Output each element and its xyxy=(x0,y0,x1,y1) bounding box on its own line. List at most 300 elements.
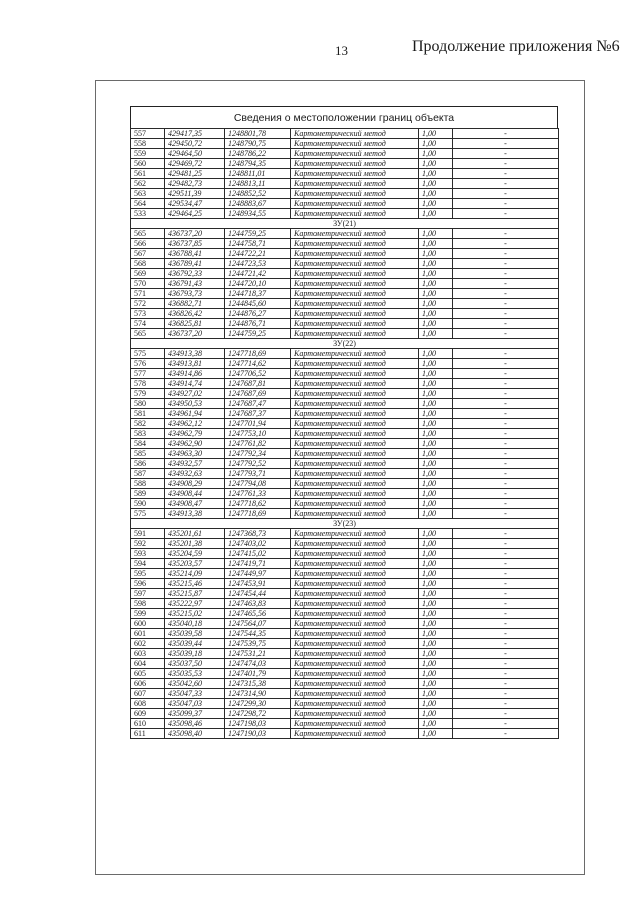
x-coordinate-cell: 429464,25 xyxy=(165,209,225,219)
x-coordinate-cell: 435201,61 xyxy=(165,529,225,539)
x-coordinate-cell: 435214,09 xyxy=(165,569,225,579)
accuracy-cell: 1,00 xyxy=(419,309,453,319)
accuracy-cell: 1,00 xyxy=(419,459,453,469)
y-coordinate-cell: 1244722,21 xyxy=(225,249,291,259)
y-coordinate-cell: 1248813,11 xyxy=(225,179,291,189)
table-row xyxy=(131,579,559,589)
method-cell: Картометрический метод xyxy=(291,489,419,499)
point-number-cell: 593 xyxy=(131,549,165,559)
description-cell: - xyxy=(453,409,559,419)
method-cell: Картометрический метод xyxy=(291,499,419,509)
method-cell: Картометрический метод xyxy=(291,689,419,699)
point-number-cell: 557 xyxy=(131,129,165,139)
accuracy-cell: 1,00 xyxy=(419,409,453,419)
description-cell: - xyxy=(453,399,559,409)
description-cell: - xyxy=(453,169,559,179)
x-coordinate-cell: 434914,86 xyxy=(165,369,225,379)
table-row xyxy=(131,359,559,369)
description-cell: - xyxy=(453,279,559,289)
description-cell: - xyxy=(453,379,559,389)
table-row xyxy=(131,589,559,599)
table-row xyxy=(131,129,559,139)
table-row xyxy=(131,479,559,489)
description-cell: - xyxy=(453,549,559,559)
accuracy-cell: 1,00 xyxy=(419,639,453,649)
table-row xyxy=(131,509,559,519)
y-coordinate-cell: 1244758,71 xyxy=(225,239,291,249)
table-row xyxy=(131,639,559,649)
description-cell: - xyxy=(453,249,559,259)
point-number-cell: 581 xyxy=(131,409,165,419)
x-coordinate-cell: 434962,79 xyxy=(165,429,225,439)
y-coordinate-cell: 1247718,69 xyxy=(225,509,291,519)
point-number-cell: 563 xyxy=(131,189,165,199)
x-coordinate-cell: 435039,18 xyxy=(165,649,225,659)
accuracy-cell: 1,00 xyxy=(419,689,453,699)
x-coordinate-cell: 436737,20 xyxy=(165,329,225,339)
description-cell: - xyxy=(453,629,559,639)
method-cell: Картометрический метод xyxy=(291,229,419,239)
point-number-cell: 575 xyxy=(131,349,165,359)
x-coordinate-cell: 436788,41 xyxy=(165,249,225,259)
description-cell: - xyxy=(453,479,559,489)
y-coordinate-cell: 1244876,27 xyxy=(225,309,291,319)
y-coordinate-cell: 1247544,35 xyxy=(225,629,291,639)
method-cell: Картометрический метод xyxy=(291,459,419,469)
accuracy-cell: 1,00 xyxy=(419,549,453,559)
point-number-cell: 590 xyxy=(131,499,165,509)
description-cell: - xyxy=(453,309,559,319)
x-coordinate-cell: 429482,73 xyxy=(165,179,225,189)
method-cell: Картометрический метод xyxy=(291,589,419,599)
y-coordinate-cell: 1247463,83 xyxy=(225,599,291,609)
x-coordinate-cell: 435039,44 xyxy=(165,639,225,649)
x-coordinate-cell: 436826,42 xyxy=(165,309,225,319)
table-row xyxy=(131,379,559,389)
description-cell: - xyxy=(453,319,559,329)
accuracy-cell: 1,00 xyxy=(419,289,453,299)
accuracy-cell: 1,00 xyxy=(419,629,453,639)
point-number-cell: 605 xyxy=(131,669,165,679)
x-coordinate-cell: 429450,72 xyxy=(165,139,225,149)
method-cell: Картометрический метод xyxy=(291,359,419,369)
accuracy-cell: 1,00 xyxy=(419,229,453,239)
method-cell: Картометрический метод xyxy=(291,349,419,359)
method-cell: Картометрический метод xyxy=(291,509,419,519)
description-cell: - xyxy=(453,359,559,369)
accuracy-cell: 1,00 xyxy=(419,609,453,619)
point-number-cell: 594 xyxy=(131,559,165,569)
y-coordinate-cell: 1247474,03 xyxy=(225,659,291,669)
point-number-cell: 601 xyxy=(131,629,165,639)
y-coordinate-cell: 1247198,03 xyxy=(225,719,291,729)
table-row xyxy=(131,299,559,309)
table-row xyxy=(131,659,559,669)
table-row xyxy=(131,239,559,249)
accuracy-cell: 1,00 xyxy=(419,279,453,289)
table-row xyxy=(131,179,559,189)
point-number-cell: 560 xyxy=(131,159,165,169)
description-cell: - xyxy=(453,439,559,449)
y-coordinate-cell: 1244718,37 xyxy=(225,289,291,299)
description-cell: - xyxy=(453,719,559,729)
y-coordinate-cell: 1248811,01 xyxy=(225,169,291,179)
table-row xyxy=(131,549,559,559)
x-coordinate-cell: 435042,60 xyxy=(165,679,225,689)
accuracy-cell: 1,00 xyxy=(419,169,453,179)
point-number-cell: 592 xyxy=(131,539,165,549)
y-coordinate-cell: 1247701,94 xyxy=(225,419,291,429)
accuracy-cell: 1,00 xyxy=(419,439,453,449)
x-coordinate-cell: 436793,73 xyxy=(165,289,225,299)
method-cell: Картометрический метод xyxy=(291,129,419,139)
description-cell: - xyxy=(453,229,559,239)
y-coordinate-cell: 1247793,71 xyxy=(225,469,291,479)
accuracy-cell: 1,00 xyxy=(419,209,453,219)
description-cell: - xyxy=(453,209,559,219)
accuracy-cell: 1,00 xyxy=(419,299,453,309)
accuracy-cell: 1,00 xyxy=(419,139,453,149)
point-number-cell: 565 xyxy=(131,329,165,339)
coordinates-table xyxy=(130,128,559,739)
y-coordinate-cell: 1247401,79 xyxy=(225,669,291,679)
y-coordinate-cell: 1247315,38 xyxy=(225,679,291,689)
x-coordinate-cell: 429481,25 xyxy=(165,169,225,179)
point-number-cell: 595 xyxy=(131,569,165,579)
table-row xyxy=(131,529,559,539)
description-cell: - xyxy=(453,269,559,279)
y-coordinate-cell: 1247792,34 xyxy=(225,449,291,459)
accuracy-cell: 1,00 xyxy=(419,379,453,389)
x-coordinate-cell: 435037,50 xyxy=(165,659,225,669)
accuracy-cell: 1,00 xyxy=(419,479,453,489)
method-cell: Картометрический метод xyxy=(291,269,419,279)
x-coordinate-cell: 434950,53 xyxy=(165,399,225,409)
point-number-cell: 577 xyxy=(131,369,165,379)
x-coordinate-cell: 429464,50 xyxy=(165,149,225,159)
description-cell: - xyxy=(453,599,559,609)
x-coordinate-cell: 434962,12 xyxy=(165,419,225,429)
table-row xyxy=(131,199,559,209)
point-number-cell: 533 xyxy=(131,209,165,219)
description-cell: - xyxy=(453,389,559,399)
accuracy-cell: 1,00 xyxy=(419,619,453,629)
y-coordinate-cell: 1247415,02 xyxy=(225,549,291,559)
y-coordinate-cell: 1247454,44 xyxy=(225,589,291,599)
table-row xyxy=(131,539,559,549)
accuracy-cell: 1,00 xyxy=(419,599,453,609)
point-number-cell: 600 xyxy=(131,619,165,629)
point-number-cell: 584 xyxy=(131,439,165,449)
table-row xyxy=(131,149,559,159)
method-cell: Картометрический метод xyxy=(291,729,419,739)
point-number-cell: 606 xyxy=(131,679,165,689)
accuracy-cell: 1,00 xyxy=(419,649,453,659)
table-row xyxy=(131,599,559,609)
x-coordinate-cell: 429534,47 xyxy=(165,199,225,209)
method-cell: Картометрический метод xyxy=(291,679,419,689)
table-row xyxy=(131,439,559,449)
accuracy-cell: 1,00 xyxy=(419,269,453,279)
description-cell: - xyxy=(453,149,559,159)
point-number-cell: 558 xyxy=(131,139,165,149)
x-coordinate-cell: 436825,81 xyxy=(165,319,225,329)
method-cell: Картометрический метод xyxy=(291,599,419,609)
description-cell: - xyxy=(453,189,559,199)
accuracy-cell: 1,00 xyxy=(419,179,453,189)
x-coordinate-cell: 434927,02 xyxy=(165,389,225,399)
table-row xyxy=(131,369,559,379)
method-cell: Картометрический метод xyxy=(291,619,419,629)
x-coordinate-cell: 434913,38 xyxy=(165,349,225,359)
description-cell: - xyxy=(453,499,559,509)
y-coordinate-cell: 1247687,47 xyxy=(225,399,291,409)
point-number-cell: 603 xyxy=(131,649,165,659)
table-row xyxy=(131,409,559,419)
y-coordinate-cell: 1247298,72 xyxy=(225,709,291,719)
table-row xyxy=(131,319,559,329)
x-coordinate-cell: 435215,46 xyxy=(165,579,225,589)
y-coordinate-cell: 1247761,82 xyxy=(225,439,291,449)
point-number-cell: 572 xyxy=(131,299,165,309)
point-number-cell: 582 xyxy=(131,419,165,429)
accuracy-cell: 1,00 xyxy=(419,569,453,579)
method-cell: Картометрический метод xyxy=(291,549,419,559)
y-coordinate-cell: 1247419,71 xyxy=(225,559,291,569)
point-number-cell: 610 xyxy=(131,719,165,729)
point-number-cell: 568 xyxy=(131,259,165,269)
table-row xyxy=(131,269,559,279)
accuracy-cell: 1,00 xyxy=(419,529,453,539)
description-cell: - xyxy=(453,659,559,669)
table-row xyxy=(131,259,559,269)
x-coordinate-cell: 436791,43 xyxy=(165,279,225,289)
point-number-cell: 609 xyxy=(131,709,165,719)
description-cell: - xyxy=(453,369,559,379)
method-cell: Картометрический метод xyxy=(291,429,419,439)
accuracy-cell: 1,00 xyxy=(419,319,453,329)
description-cell: - xyxy=(453,449,559,459)
section-label: ЗУ(21) xyxy=(131,219,559,229)
x-coordinate-cell: 434913,81 xyxy=(165,359,225,369)
description-cell: - xyxy=(453,729,559,739)
x-coordinate-cell: 435203,57 xyxy=(165,559,225,569)
description-cell: - xyxy=(453,349,559,359)
y-coordinate-cell: 1247190,03 xyxy=(225,729,291,739)
x-coordinate-cell: 435222,97 xyxy=(165,599,225,609)
point-number-cell: 585 xyxy=(131,449,165,459)
accuracy-cell: 1,00 xyxy=(419,589,453,599)
x-coordinate-cell: 436792,33 xyxy=(165,269,225,279)
x-coordinate-cell: 436737,20 xyxy=(165,229,225,239)
description-cell: - xyxy=(453,539,559,549)
method-cell: Картометрический метод xyxy=(291,659,419,669)
y-coordinate-cell: 1248852,52 xyxy=(225,189,291,199)
y-coordinate-cell: 1247453,91 xyxy=(225,579,291,589)
table-row xyxy=(131,429,559,439)
point-number-cell: 571 xyxy=(131,289,165,299)
description-cell: - xyxy=(453,419,559,429)
accuracy-cell: 1,00 xyxy=(419,499,453,509)
description-cell: - xyxy=(453,459,559,469)
accuracy-cell: 1,00 xyxy=(419,579,453,589)
x-coordinate-cell: 434908,29 xyxy=(165,479,225,489)
x-coordinate-cell: 435098,40 xyxy=(165,729,225,739)
accuracy-cell: 1,00 xyxy=(419,449,453,459)
accuracy-cell: 1,00 xyxy=(419,509,453,519)
method-cell: Картометрический метод xyxy=(291,319,419,329)
table-row xyxy=(131,619,559,629)
table-row xyxy=(131,649,559,659)
y-coordinate-cell: 1247449,97 xyxy=(225,569,291,579)
accuracy-cell: 1,00 xyxy=(419,709,453,719)
x-coordinate-cell: 435099,37 xyxy=(165,709,225,719)
point-number-cell: 569 xyxy=(131,269,165,279)
point-number-cell: 611 xyxy=(131,729,165,739)
y-coordinate-cell: 1247792,52 xyxy=(225,459,291,469)
x-coordinate-cell: 435039,58 xyxy=(165,629,225,639)
method-cell: Картометрический метод xyxy=(291,329,419,339)
point-number-cell: 596 xyxy=(131,579,165,589)
y-coordinate-cell: 1244876,71 xyxy=(225,319,291,329)
method-cell: Картометрический метод xyxy=(291,709,419,719)
method-cell: Картометрический метод xyxy=(291,379,419,389)
accuracy-cell: 1,00 xyxy=(419,539,453,549)
accuracy-cell: 1,00 xyxy=(419,189,453,199)
y-coordinate-cell: 1244720,10 xyxy=(225,279,291,289)
point-number-cell: 566 xyxy=(131,239,165,249)
y-coordinate-cell: 1247706,52 xyxy=(225,369,291,379)
method-cell: Картометрический метод xyxy=(291,419,419,429)
x-coordinate-cell: 434914,74 xyxy=(165,379,225,389)
x-coordinate-cell: 436737,85 xyxy=(165,239,225,249)
x-coordinate-cell: 435098,46 xyxy=(165,719,225,729)
table-row xyxy=(131,249,559,259)
accuracy-cell: 1,00 xyxy=(419,659,453,669)
y-coordinate-cell: 1248934,55 xyxy=(225,209,291,219)
method-cell: Картометрический метод xyxy=(291,479,419,489)
x-coordinate-cell: 436789,41 xyxy=(165,259,225,269)
method-cell: Картометрический метод xyxy=(291,559,419,569)
description-cell: - xyxy=(453,199,559,209)
point-number-cell: 598 xyxy=(131,599,165,609)
table-row xyxy=(131,499,559,509)
table-row xyxy=(131,229,559,239)
accuracy-cell: 1,00 xyxy=(419,149,453,159)
x-coordinate-cell: 435215,87 xyxy=(165,589,225,599)
x-coordinate-cell: 434961,94 xyxy=(165,409,225,419)
method-cell: Картометрический метод xyxy=(291,199,419,209)
table-row xyxy=(131,329,559,339)
method-cell: Картометрический метод xyxy=(291,439,419,449)
point-number-cell: 562 xyxy=(131,179,165,189)
y-coordinate-cell: 1248786,22 xyxy=(225,149,291,159)
accuracy-cell: 1,00 xyxy=(419,249,453,259)
section-row xyxy=(131,339,559,349)
method-cell: Картометрический метод xyxy=(291,159,419,169)
point-number-cell: 574 xyxy=(131,319,165,329)
table-row xyxy=(131,729,559,739)
table-row xyxy=(131,569,559,579)
description-cell: - xyxy=(453,139,559,149)
point-number-cell: 588 xyxy=(131,479,165,489)
y-coordinate-cell: 1247465,56 xyxy=(225,609,291,619)
accuracy-cell: 1,00 xyxy=(419,679,453,689)
point-number-cell: 567 xyxy=(131,249,165,259)
table-row xyxy=(131,689,559,699)
table-row xyxy=(131,679,559,689)
table-row xyxy=(131,279,559,289)
method-cell: Картометрический метод xyxy=(291,639,419,649)
description-cell: - xyxy=(453,569,559,579)
description-cell: - xyxy=(453,579,559,589)
accuracy-cell: 1,00 xyxy=(419,469,453,479)
x-coordinate-cell: 435215,02 xyxy=(165,609,225,619)
accuracy-cell: 1,00 xyxy=(419,489,453,499)
description-cell: - xyxy=(453,179,559,189)
point-number-cell: 607 xyxy=(131,689,165,699)
x-coordinate-cell: 434932,57 xyxy=(165,459,225,469)
y-coordinate-cell: 1247403,02 xyxy=(225,539,291,549)
description-cell: - xyxy=(453,489,559,499)
point-number-cell: 599 xyxy=(131,609,165,619)
method-cell: Картометрический метод xyxy=(291,389,419,399)
description-cell: - xyxy=(453,469,559,479)
y-coordinate-cell: 1247531,21 xyxy=(225,649,291,659)
method-cell: Картометрический метод xyxy=(291,149,419,159)
method-cell: Картометрический метод xyxy=(291,469,419,479)
method-cell: Картометрический метод xyxy=(291,539,419,549)
x-coordinate-cell: 434932,63 xyxy=(165,469,225,479)
method-cell: Картометрический метод xyxy=(291,279,419,289)
y-coordinate-cell: 1247794,08 xyxy=(225,479,291,489)
point-number-cell: 573 xyxy=(131,309,165,319)
description-cell: - xyxy=(453,689,559,699)
point-number-cell: 576 xyxy=(131,359,165,369)
method-cell: Картометрический метод xyxy=(291,299,419,309)
coordinates-table-body xyxy=(131,129,559,739)
table-row xyxy=(131,419,559,429)
point-number-cell: 565 xyxy=(131,229,165,239)
table-row xyxy=(131,559,559,569)
point-number-cell: 589 xyxy=(131,489,165,499)
method-cell: Картометрический метод xyxy=(291,609,419,619)
y-coordinate-cell: 1247687,81 xyxy=(225,379,291,389)
table-row xyxy=(131,159,559,169)
x-coordinate-cell: 435201,38 xyxy=(165,539,225,549)
point-number-cell: 559 xyxy=(131,149,165,159)
description-cell: - xyxy=(453,239,559,249)
table-row xyxy=(131,349,559,359)
point-number-cell: 608 xyxy=(131,699,165,709)
table-row xyxy=(131,469,559,479)
x-coordinate-cell: 435204,59 xyxy=(165,549,225,559)
method-cell: Картометрический метод xyxy=(291,629,419,639)
y-coordinate-cell: 1248883,67 xyxy=(225,199,291,209)
description-cell: - xyxy=(453,619,559,629)
accuracy-cell: 1,00 xyxy=(419,159,453,169)
method-cell: Картометрический метод xyxy=(291,669,419,679)
accuracy-cell: 1,00 xyxy=(419,559,453,569)
point-number-cell: 604 xyxy=(131,659,165,669)
table-row xyxy=(131,719,559,729)
y-coordinate-cell: 1244721,42 xyxy=(225,269,291,279)
table-row xyxy=(131,389,559,399)
table-row xyxy=(131,709,559,719)
point-number-cell: 591 xyxy=(131,529,165,539)
method-cell: Картометрический метод xyxy=(291,369,419,379)
page-header-title: Продолжение приложения №6 xyxy=(412,38,620,55)
